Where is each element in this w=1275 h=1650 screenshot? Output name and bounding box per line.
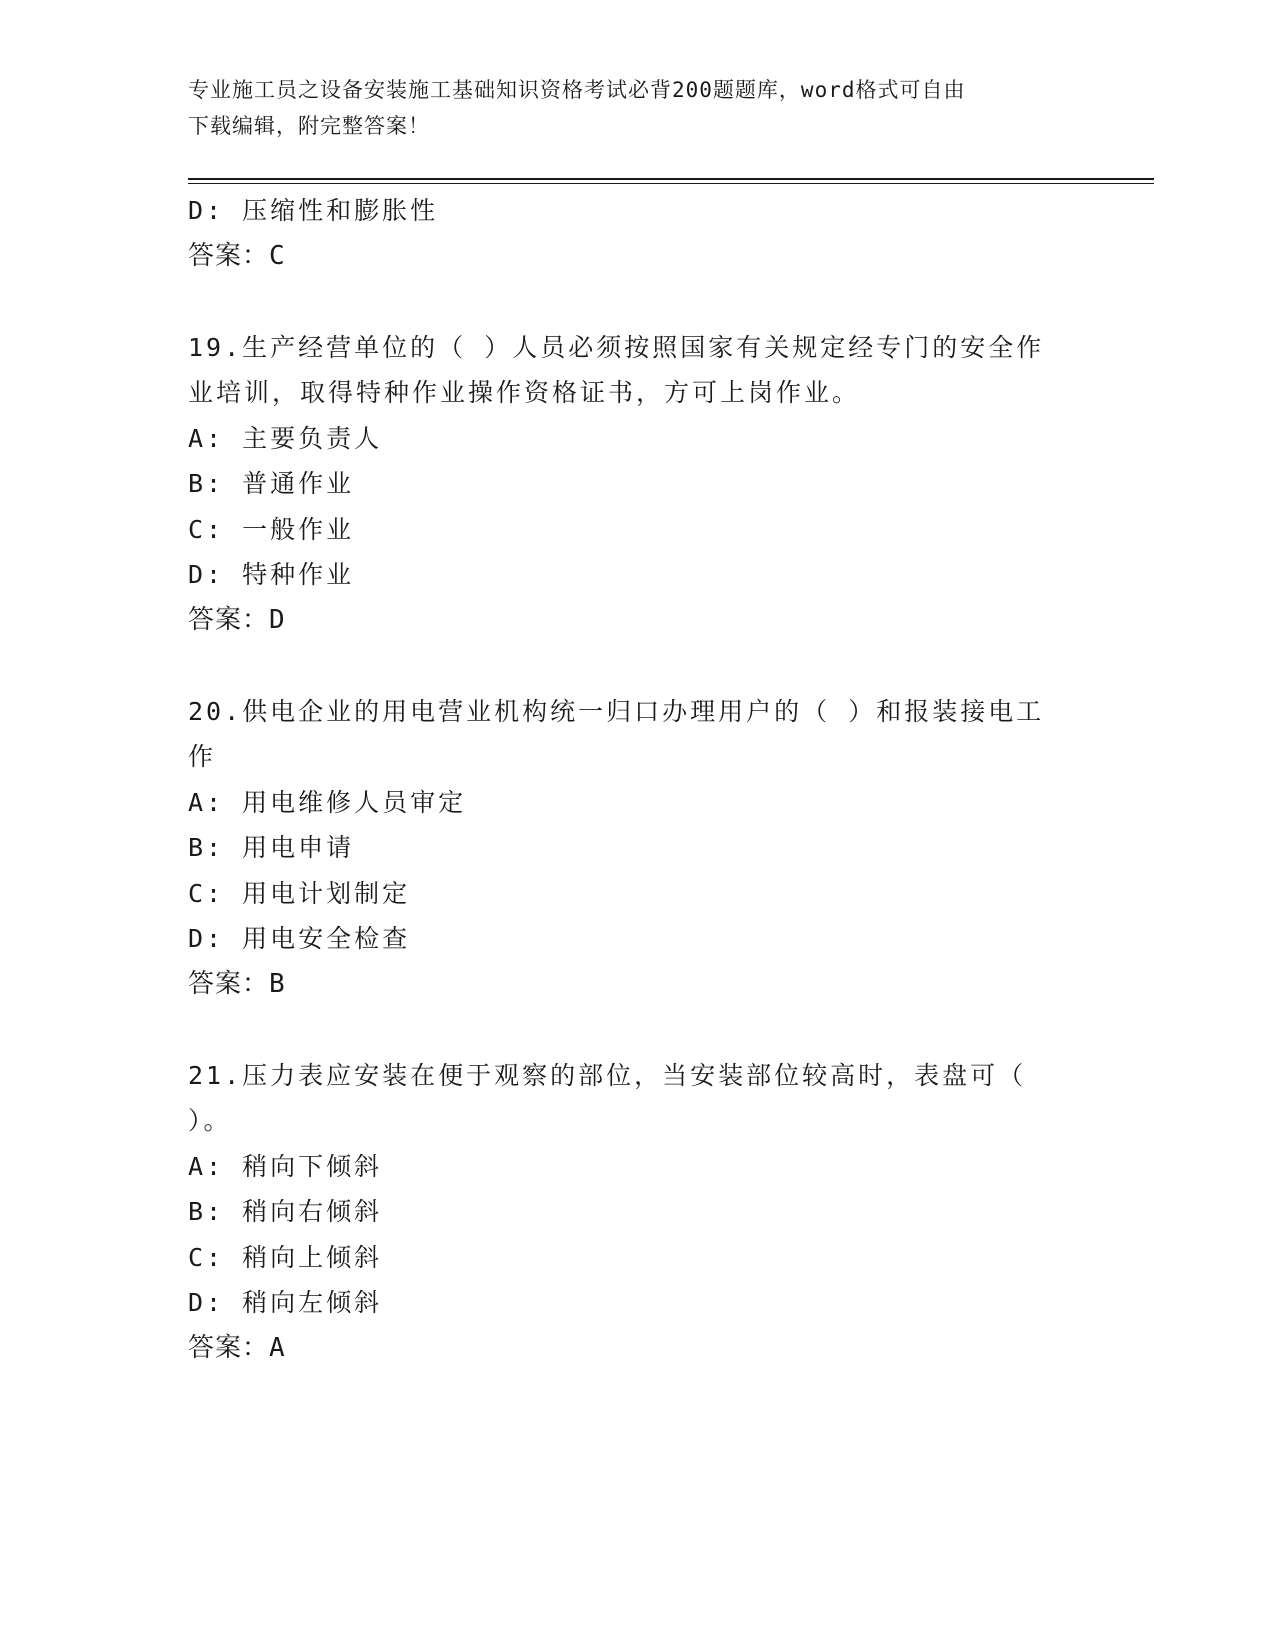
previous-question-tail <box>188 188 1068 279</box>
option-d: D: 特种作业 <box>188 560 355 589</box>
question-stem-line-2: ）。 <box>188 1106 232 1135</box>
question-stem-line-2: 作 <box>188 742 217 771</box>
question-21 <box>188 1053 1068 1372</box>
answer-line: 答案：D <box>188 604 286 635</box>
option-a: A: 稍向下倾斜 <box>188 1151 383 1181</box>
question-stem-line-1: 21.压力表应安装在便于观察的部位，当安装部位较高时，表盘可（ <box>188 1060 1027 1090</box>
header-line-1: 专业施工员之设备安装施工基础知识资格考试必背200题题库，word格式可自由 <box>188 78 966 102</box>
spacer <box>188 643 1068 689</box>
question-stem-line-1: 20.供电企业的用电营业机构统一归口办理用户的（ ）和报装接电工 <box>188 696 1045 726</box>
option-a: A: 用电维修人员审定 <box>188 787 467 817</box>
document-header <box>188 72 1068 144</box>
option-d: D: 压缩性和膨胀性 <box>188 196 439 225</box>
question-19 <box>188 325 1068 644</box>
spacer <box>188 1007 1068 1053</box>
question-stem-line-1: 19.生产经营单位的（ ）人员必须按照国家有关规定经专门的安全作 <box>188 332 1045 362</box>
question-stem-line-2: 业培训，取得特种作业操作资格证书，方可上岗作业。 <box>188 378 861 407</box>
option-c: C: 用电计划制定 <box>188 878 411 908</box>
option-d: D: 用电安全检查 <box>188 924 411 953</box>
option-c: C: 一般作业 <box>188 514 355 544</box>
option-a: A: 主要负责人 <box>188 423 383 453</box>
header-line-2: 下载编辑，附完整答案！ <box>188 114 430 138</box>
spacer <box>188 279 1068 325</box>
question-list <box>188 188 1068 1371</box>
answer-line: 答案：A <box>188 1332 286 1363</box>
option-c: C: 稍向上倾斜 <box>188 1242 383 1272</box>
answer-line: 答案：B <box>188 968 286 999</box>
header-divider-thick <box>188 178 1154 180</box>
option-b: B: 稍向右倾斜 <box>188 1197 383 1226</box>
header-divider-thin <box>188 183 1154 184</box>
question-20 <box>188 689 1068 1008</box>
option-d: D: 稍向左倾斜 <box>188 1288 383 1317</box>
option-b: B: 用电申请 <box>188 833 355 862</box>
option-b: B: 普通作业 <box>188 469 355 498</box>
answer-line: 答案：C <box>188 240 286 271</box>
